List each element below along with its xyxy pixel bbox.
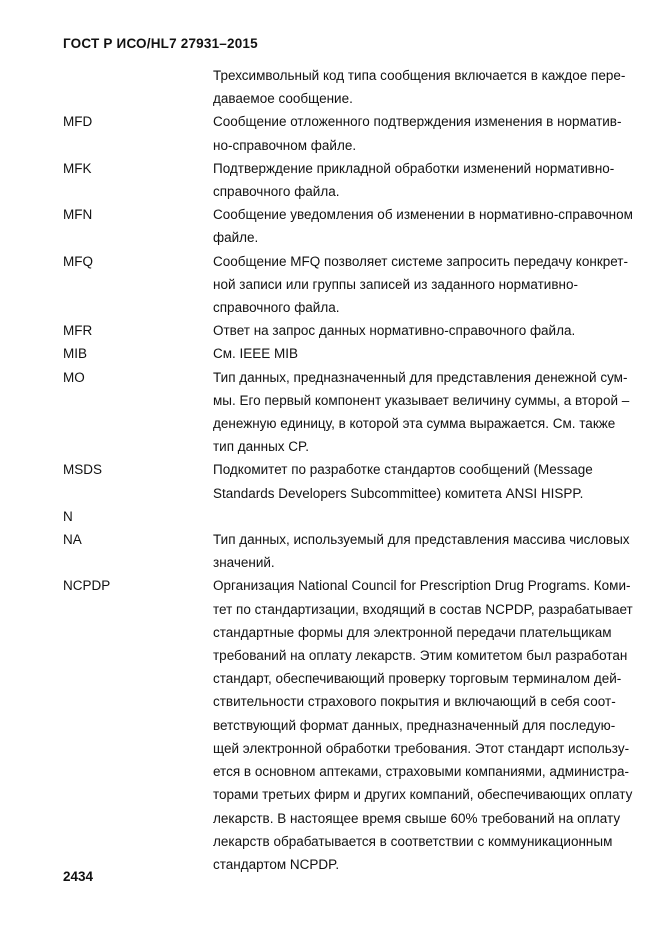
- definition-line: файле.: [213, 230, 259, 246]
- glossary-definition: [213, 528, 633, 574]
- definition-line: требований на оплату лекарств. Этим комитетом был разработан: [213, 648, 628, 664]
- glossary-term: MFQ: [63, 253, 93, 269]
- definition-line: ствительности страхового покрытия и включающий в себя соот-: [213, 694, 616, 710]
- definition-line: стандартные формы для электронной передачи плательщикам: [213, 624, 612, 640]
- definition-line: Сообщение MFQ позволяет системе запросить передачу конкрет-: [213, 253, 628, 269]
- definition-line: Сообщение уведомления об изменении в нормативно-справочном: [213, 207, 633, 223]
- glossary-definition: [213, 157, 633, 203]
- glossary-term: MO: [63, 369, 85, 385]
- glossary-definition: [213, 250, 633, 320]
- glossary-entry: [63, 250, 633, 320]
- glossary-definition: [213, 342, 633, 365]
- glossary-definition: [213, 574, 633, 876]
- definition-line: ветствующий формат данных, предназначенный для последую-: [213, 717, 616, 733]
- definition-line: тет по стандартизации, входящий в состав NCPDP, разрабатывает: [213, 601, 633, 617]
- definition-line: лекарств. В настоящее время свыше 60% требований на оплату: [213, 810, 621, 826]
- glossary-term: MFK: [63, 160, 92, 176]
- glossary-entry: [63, 505, 633, 528]
- glossary-definition: [213, 203, 633, 249]
- definition-line: Standards Developers Subcommittee) комитета ANSI HISPP.: [213, 485, 584, 501]
- glossary-term: NCPDP: [63, 578, 111, 594]
- glossary-definition: [213, 110, 633, 156]
- glossary-entry: [63, 64, 633, 110]
- glossary-entry: [63, 157, 633, 203]
- definition-line: но-справочном файле.: [213, 137, 357, 153]
- glossary-entry: [63, 458, 633, 504]
- definition-line: денежную единицу, в которой эта сумма выражается. См. также: [213, 416, 616, 432]
- glossary-entry: [63, 203, 633, 249]
- glossary-entry: [63, 574, 633, 876]
- definition-line: Ответ на запрос данных нормативно-справочного файла.: [213, 323, 576, 339]
- definition-line: щей электронной обработки требования. Этот стандарт использу-: [213, 740, 630, 756]
- definition-line: значений.: [213, 555, 275, 571]
- definition-line: См. IEEE MIB: [213, 346, 299, 362]
- definition-line: справочного файла.: [213, 184, 340, 200]
- glossary-entry: [63, 319, 633, 342]
- glossary-definition: [213, 458, 633, 504]
- glossary-definition: [213, 319, 633, 342]
- glossary-term: MFR: [63, 323, 93, 339]
- glossary-entry: [63, 528, 633, 574]
- glossary-term: MFN: [63, 207, 93, 223]
- definition-line: стандарт, обеспечивающий проверку торговым терминалом дей-: [213, 671, 622, 687]
- definition-line: стандартом NCPDP.: [213, 856, 340, 872]
- definition-line: Подтверждение прикладной обработки изменений нормативно-: [213, 160, 615, 176]
- document-header: ГОСТ Р ИСО/HL7 27931–2015: [63, 36, 258, 51]
- glossary-term: MFD: [63, 114, 93, 130]
- glossary-term: N: [63, 508, 73, 524]
- definition-line: справочного файла.: [213, 300, 340, 316]
- page-number: 2434: [63, 869, 94, 884]
- glossary-entry: [63, 342, 633, 365]
- definition-line: Сообщение отложенного подтверждения изменения в норматив-: [213, 114, 622, 130]
- definition-line: лекарств обрабатывается в соответствии с коммуникационным: [213, 833, 613, 849]
- definition-line: тип данных CP.: [213, 439, 310, 455]
- glossary-definition: [213, 366, 633, 459]
- definition-line: Трехсимвольный код типа сообщения включается в каждое пере-: [213, 68, 626, 83]
- definition-line: торами третьих фирм и других компаний, обеспечивающих оплату: [213, 787, 633, 803]
- definition-line: Подкомитет по разработке стандартов сообщений (Message: [213, 462, 593, 478]
- glossary-entry: [63, 110, 633, 156]
- definition-line: даваемое сообщение.: [213, 91, 353, 107]
- glossary-entry: [63, 366, 633, 459]
- glossary-term: MSDS: [63, 462, 103, 478]
- glossary-term: NA: [63, 532, 82, 548]
- glossary-definition: [213, 64, 633, 110]
- definition-line: Организация National Council for Prescription Drug Programs. Коми-: [213, 578, 631, 594]
- definition-line: Тип данных, предназначенный для представления денежной сум-: [213, 369, 628, 385]
- definition-line: ется в основном аптеками, страховыми компаниями, администра-: [213, 764, 630, 780]
- definition-line: Тип данных, используемый для представления массива числовых: [213, 532, 630, 548]
- definition-line: мы. Его первый компонент указывает величину суммы, а второй –: [213, 392, 630, 408]
- glossary-list: [63, 64, 633, 876]
- definition-line: ной записи или группы записей из заданного нормативно-: [213, 276, 578, 292]
- glossary-term: MIB: [63, 346, 88, 362]
